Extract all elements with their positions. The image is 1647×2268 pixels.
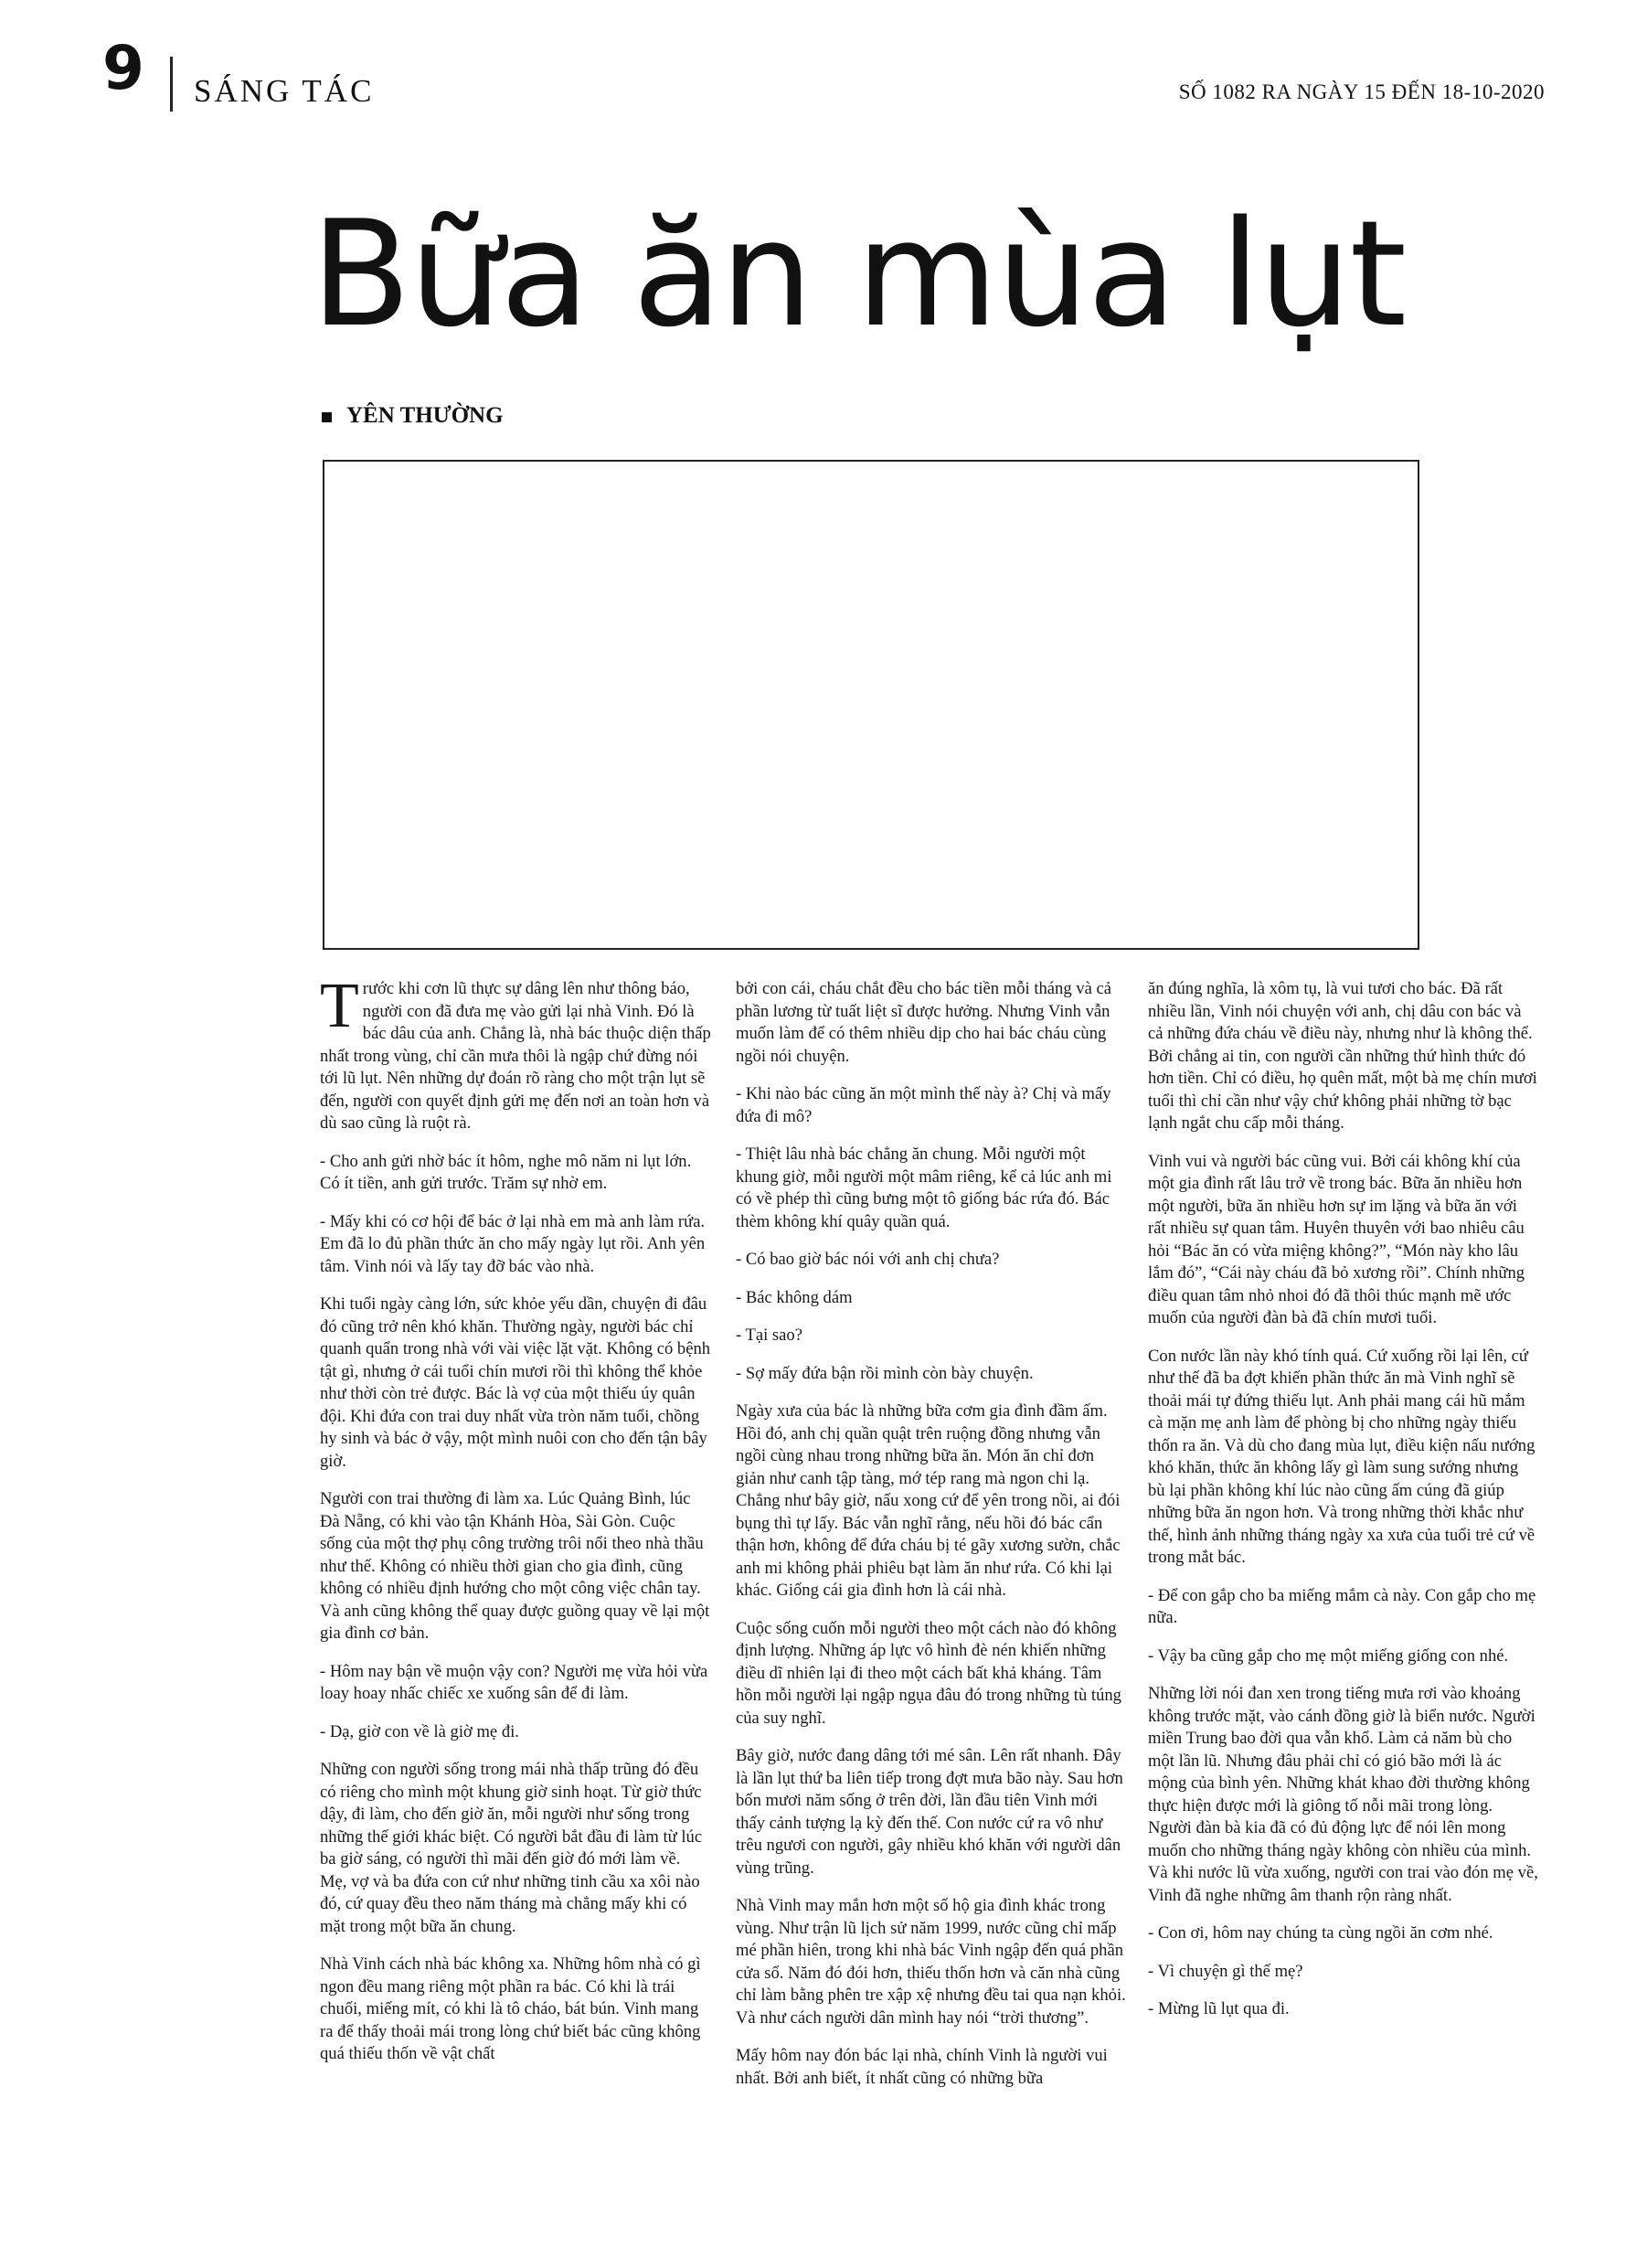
paragraph: Người con trai thường đi làm xa. Lúc Quảng Bình, lúc Đà Nẵng, có khi vào tận Khánh Hòa, Sài Gòn. Cuộc sống của một thợ phụ công trường trôi nổi theo nhà thầu như thế. Không có nhiều thời gian cho gia đình, cũng không có nhiều định hướng cho một công việc chân tay. Và anh cũng không thể quay được guồng quay về lại một gia đình cơ bản. bbox=[320, 1489, 710, 1643]
paragraph: Khi tuổi ngày càng lớn, sức khỏe yếu dần, chuyện đi đâu đó cũng trở nên khó khăn. Thường ngày, người bác chỉ quanh quẩn trong nhà với vài việc lặt vặt. Không có bệnh tật gì, nhưng ở cái tuổi chín mươi rồi thì không thể khỏe như thời còn trẻ được. Bác là vợ của một thiếu úy quân đội. Khi đứa con trai duy nhất vừa tròn năm tuổi, chồng hy sinh và bác ở vậy, một mình nuôi con cho đến tận bây giờ. bbox=[320, 1294, 711, 1471]
paragraph: - Vậy ba cũng gắp cho mẹ một miếng giống con nhé. bbox=[1148, 1645, 1509, 1666]
paragraph: Nhà Vinh cách nhà bác không xa. Những hôm nhà có gì ngon đều mang riêng một phần ra bác. Có khi là trái chuối, miếng mít, có khi là tô cháo, bát bún. Vinh mang ra để thấy thoải mái trong lòng chứ biết bác cũng không quá thiếu thốn về vật chất bbox=[320, 1954, 701, 2063]
article-image-frame bbox=[323, 460, 1419, 950]
paragraph: - Hôm nay bận về muộn vậy con? Người mẹ vừa hỏi vừa loay hoay nhấc chiếc xe xuống sân để đi làm. bbox=[320, 1661, 708, 1703]
issue-info: SỐ 1082 RA NGÀY 15 ĐẾN 18-10-2020 bbox=[1178, 80, 1545, 103]
paragraph bbox=[320, 971, 711, 1135]
byline-square-icon bbox=[322, 412, 332, 422]
paragraph: - Sợ mấy đứa bận rồi mình còn bày chuyện. bbox=[736, 1363, 1034, 1383]
author-name: YÊN THƯỜNG bbox=[346, 403, 504, 428]
paragraph-text: rước khi cơn lũ thực sự dâng lên như thông báo, người con đã đưa mẹ vào gửi lại nhà Vinh. Đó là bác dâu của anh. Chẳng là, nhà bác thuộc diện thấp nhất trong vùng, chỉ cần mưa thôi là ngập chứ đừng nói tới lũ lụt. Nên những dự đoán rõ ràng cho một trận lụt sẽ đến, người con quyết định gửi mẹ đến nơi an toàn hơn và dù sao cũng là ruột rà. bbox=[320, 979, 711, 1133]
paragraph: - Để con gắp cho ba miếng mắm cà này. Con gắp cho mẹ nữa. bbox=[1148, 1585, 1536, 1627]
section-label: SÁNG TÁC bbox=[194, 73, 375, 109]
paragraph: Những lời nói đan xen trong tiếng mưa rơi vào khoảng không trước mặt, vào cánh đồng giờ là biển nước. Người miền Trung bao đời qua vẫn khổ. Làm cả năm bù cho một lần lũ. Nhưng đâu phải chỉ có gió bão mới là ác mộng của bình yên. Những khát khao đời thường không thực hiện được mới là giông tố nỗi mãi trong lòng. Người đàn bà kia đã có đủ động lực để nói lên mong muốn cho những tháng ngày không còn nhiều của mình. Và khi nước lũ vừa xuống, người con trai vào đón mẹ về, Vinh đã nghe những âm thanh rộn ràng nhất. bbox=[1148, 1684, 1538, 1905]
paragraph: - Có bao giờ bác nói với anh chị chưa? bbox=[736, 1250, 1000, 1269]
paragraph: ăn đúng nghĩa, là xôm tụ, là vui tươi cho bác. Đã rất nhiều lần, Vinh nói chuyện với anh, chị dâu con bác và cả những đứa cháu về điều này, nhưng như là không thể. Bởi chẳng ai tin, con người cần những thứ hình thức đó hơn tiền. Chỉ có điều, họ quên mất, một bà mẹ chín mươi tuổi thì chỉ cần như vậy chứ không phải những tờ bạc lạnh ngắt chu cấp mỗi tháng. bbox=[1148, 979, 1537, 1133]
article-column-1 bbox=[320, 971, 711, 2082]
paragraph: - Dạ, giờ con về là giờ mẹ đi. bbox=[320, 1721, 519, 1741]
paragraph: Mấy hôm nay đón bác lại nhà, chính Vinh là người vui nhất. Bởi anh biết, ít nhất cũng có những bữa bbox=[736, 2046, 1108, 2088]
article-column-2 bbox=[736, 978, 1127, 2105]
paragraph: Những con người sống trong mái nhà thấp trũng đó đều có riêng cho mình một khung giờ sinh hoạt. Từ giờ thức dậy, đi làm, cho đến giờ ăn, mỗi người như sống trong những thế giới khác biệt. Có người bắt đầu đi làm từ lúc ba giờ sáng, có người thì mãi đến giờ đó mới làm về. Mẹ, vợ và ba đứa con cứ như những tinh cầu xa xôi nào đó, cứ quay đều theo năm tháng mà chẳng mấy khi có mặt trong một bữa ăn chung. bbox=[320, 1760, 703, 1936]
paragraph: Cuộc sống cuốn mỗi người theo một cách nào đó không định lượng. Những áp lực vô hình đè nén khiến những điều dĩ nhiên lại đi theo một cách bất khả kháng. Tâm hồn mỗi người lại ngập ngụa đâu đó trong những tù túng của suy nghĩ. bbox=[736, 1618, 1121, 1728]
paragraph: Con nước lần này khó tính quá. Cứ xuống rồi lại lên, cứ như thế đã ba đợt khiến phần thức ăn mà Vinh nghĩ sẽ thoải mái tự đứng thiếu lụt. Anh phải mang cái hũ mắm cà mặn mẹ anh làm để phòng bị cho những ngày thiếu thốn ra ăn. Và dù cho đang mùa lụt, điều kiện nấu nướng khó khăn, thức ăn không lấy gì làm sung sướng nhưng bù lại phần không khí lúc nào cũng ấm cúng đã giúp những bữa ăn ngon hơn. Và trong những thời khắc như thế, hình ảnh những tháng ngày xa xưa của tuổi trẻ cứ về trong mắt bác. bbox=[1148, 1346, 1535, 1567]
paragraph: Ngày xưa của bác là những bữa cơm gia đình đầm ấm. Hồi đó, anh chị quần quật trên ruộng đồng nhưng vẫn ngồi cùng nhau trong những bữa ăn. Món ăn chỉ đơn giản như canh tập tàng, mớ tép rang mà ngon chi lạ. Chẳng như bây giờ, nấu xong cứ để yên trong nồi, ai đói bụng thì tự lấy. Bác vẫn nghĩ rằng, nếu hồi đó bác cẩn thận hơn, không để đứa cháu bị té gãy xương sườn, chắc anh mi không phải phiêu bạt làm ăn như rứa. Có khi lại khác. Giống cái gia đình hơn là cái nhà. bbox=[736, 1401, 1121, 1600]
paragraph: - Khi nào bác cũng ăn một mình thế này à? Chị và mấy đứa đi mô? bbox=[736, 1084, 1111, 1126]
paragraph: - Vì chuyện gì thế mẹ? bbox=[1148, 1961, 1303, 1981]
paragraph: Vinh vui và người bác cũng vui. Bởi cái không khí của một gia đình rất lâu trở về trong bác. Bữa ăn nhiều hơn một người, bữa ăn nhiều hơn sự im lặng và bữa ăn với rất nhiều sự quan tâm. Huyên thuyên với bao nhiêu câu hỏi “Bác ăn có vừa miệng không?”, “Món này kho lâu lắm đó”, “Cái này cháu đã bỏ xương rồi”. Chính những điều quan tâm nhỏ nhoi đó đã thôi thúc mạnh mẽ ước muốn của người đàn bà đã chín mươi tuổi. bbox=[1148, 1151, 1525, 1327]
drop-cap: T bbox=[320, 971, 359, 1041]
paragraph: Nhà Vinh may mắn hơn một số hộ gia đình khác trong vùng. Như trận lũ lịch sử năm 1999, nước cũng chỉ mấp mé phần hiên, trong khi nhà bác Vinh ngập đến quá phần cửa sổ. Năm đó đói hơn, thiếu thốn hơn và căn nhà cũng chỉ làm bằng phên tre xập xệ nhưng đều tai qua nạn khỏi. Và như cách người dân mình hay nói “trời thương”. bbox=[736, 1896, 1126, 2028]
paragraph: - Mấy khi có cơ hội để bác ở lại nhà em mà anh làm rứa. Em đã lo đủ phần thức ăn cho mấy ngày lụt rồi. Anh yên tâm. Vinh nói và lấy tay đỡ bác vào nhà. bbox=[320, 1211, 706, 1276]
paragraph: Bây giờ, nước đang dâng tới mé sân. Lên rất nhanh. Đây là lần lụt thứ ba liên tiếp trong đợt mưa bão này. Sau hơn bốn mươi năm sống ở trên đời, lần đầu tiên Vinh mới thấy cảnh tượng lạ kỳ đến thế. Con nước cứ ra vô như trêu ngươi con người, gây nhiều khó khăn với người dân vùng trũng. bbox=[736, 1746, 1123, 1878]
paragraph: - Cho anh gửi nhờ bác ít hôm, nghe mô năm ni lụt lớn. Có ít tiền, anh gửi trước. Trăm sự nhờ em. bbox=[320, 1151, 692, 1193]
paragraph: bởi con cái, cháu chắt đều cho bác tiền mỗi tháng và cả phần lương từ tuất liệt sĩ được hưởng. Nhưng Vinh vẫn muốn làm để có thêm nhiều dịp cho hai bác cháu cùng ngồi nói chuyện. bbox=[736, 979, 1111, 1066]
paragraph: - Mừng lũ lụt qua đi. bbox=[1148, 1999, 1290, 2018]
paragraph: - Tại sao? bbox=[736, 1326, 802, 1345]
article-title: Bữa ăn mùa lụt bbox=[311, 188, 1406, 359]
page-number: 9 bbox=[102, 33, 146, 103]
paragraph: - Bác không dám bbox=[736, 1287, 853, 1307]
paragraph: - Thiệt lâu nhà bác chẳng ăn chung. Mỗi người một khung giờ, mỗi người một mâm riêng, kể cả lúc anh mi có về phép thì cũng bưng một tô giống bác rứa đó. Bác thèm không khí quây quần quá. bbox=[736, 1145, 1112, 1231]
paragraph: - Con ơi, hôm nay chúng ta cùng ngồi ăn cơm nhé. bbox=[1148, 1923, 1493, 1943]
header-divider bbox=[170, 57, 173, 112]
byline bbox=[322, 403, 504, 429]
article-column-3 bbox=[1148, 978, 1539, 2037]
